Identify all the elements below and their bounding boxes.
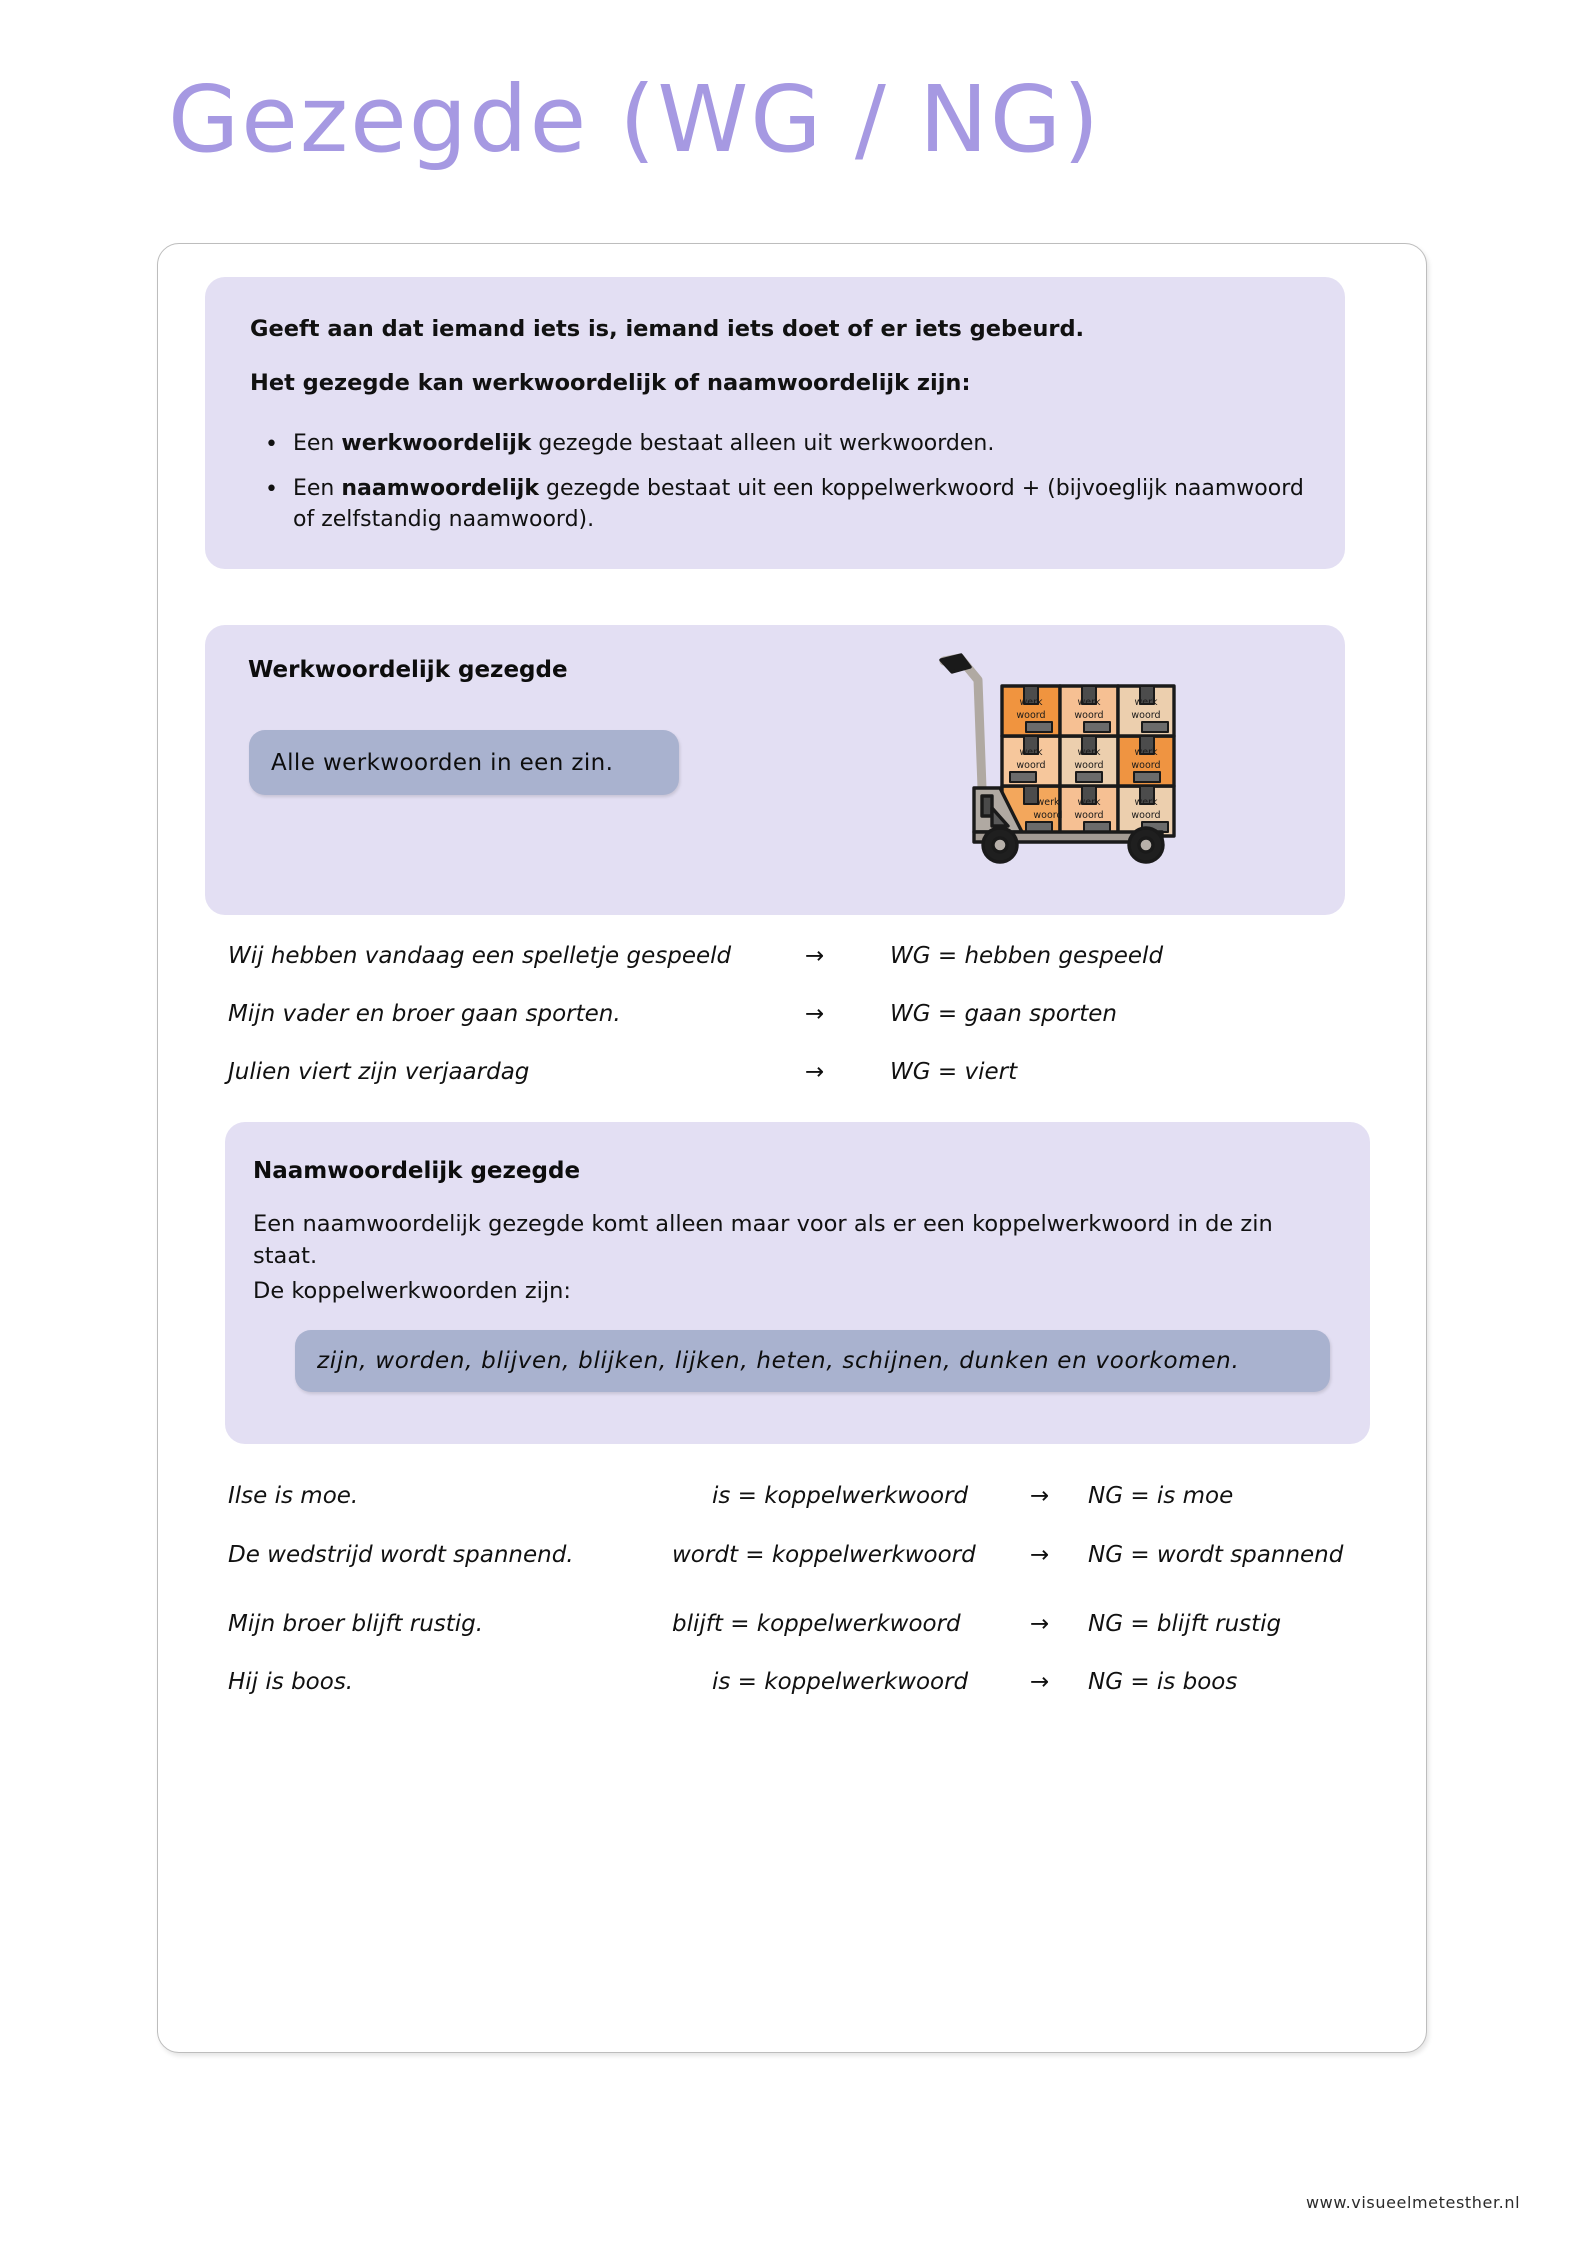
wg-example-2-result: WG = gaan sporten <box>890 1001 1117 1027</box>
intro-bullet-naamwoordelijk <box>265 473 1305 535</box>
ng-example-1-koppelwerkwoord: is = koppelwerkwoord <box>712 1483 969 1509</box>
footer-website: www.visueelmetesther.nl <box>1306 2193 1521 2212</box>
svg-text:werk: werk <box>1019 747 1043 758</box>
bullet-dot-icon: • <box>265 432 278 457</box>
ng-example-4-result: NG = is boos <box>1088 1669 1238 1695</box>
hand-truck-with-boxes-illustration <box>930 636 1180 866</box>
svg-text:werk: werk <box>1077 797 1101 808</box>
ng-example-2-result: NG = wordt spannend <box>1088 1542 1344 1568</box>
svg-text:werk: werk <box>1077 747 1101 758</box>
svg-text:werk: werk <box>1134 747 1158 758</box>
svg-text:werk: werk <box>1134 797 1158 808</box>
ng-example-3-koppelwerkwoord: blijft = koppelwerkwoord <box>672 1611 961 1637</box>
svg-text:werk: werk <box>1077 697 1101 708</box>
intro-bullet-1-text: Een werkwoordelijk gezegde bestaat alleen uit werkwoorden. <box>293 431 995 456</box>
wg-example-1-arrow-icon: → <box>805 943 825 969</box>
ng-example-3-result: NG = blijft rustig <box>1088 1611 1282 1637</box>
werkwoordelijk-heading: Werkwoordelijk gezegde <box>248 657 568 683</box>
svg-text:woord: woord <box>1074 810 1104 821</box>
ng-example-4-koppelwerkwoord: is = koppelwerkwoord <box>712 1669 969 1695</box>
ng-example-1-sentence: Ilse is moe. <box>228 1483 359 1509</box>
wg-example-3-arrow-icon: → <box>805 1059 825 1085</box>
wg-example-2-arrow-icon: → <box>805 1001 825 1027</box>
page-title: Gezegde (WG / NG) <box>168 66 1102 173</box>
bullet-dot-icon: • <box>265 477 278 502</box>
svg-text:werk: werk <box>1036 797 1060 808</box>
ng-example-1-arrow-icon: → <box>1030 1483 1050 1509</box>
wg-example-3-sentence: Julien viert zijn verjaardag <box>228 1059 530 1085</box>
koppelwerkwoorden-subheading: De koppelwerkwoorden zijn: <box>253 1278 571 1304</box>
naamwoordelijk-paragraph: Een naamwoordelijk gezegde komt alleen maar voor als er een koppelwerkwoord in de zin staat. <box>253 1211 1273 1269</box>
intro-line-2: Het gezegde kan werkwoordelijk of naamwoordelijk zijn: <box>250 370 971 396</box>
svg-text:woord: woord <box>1131 810 1161 821</box>
svg-text:woord: woord <box>1074 760 1104 771</box>
wg-example-3-result: WG = viert <box>890 1059 1018 1085</box>
ng-example-4-arrow-icon: → <box>1030 1669 1050 1695</box>
werkwoordelijk-definition-pill <box>249 730 679 795</box>
intro-bullet-werkwoordelijk <box>265 428 1305 459</box>
svg-text:woord: woord <box>1016 760 1046 771</box>
svg-text:woord: woord <box>1033 810 1063 821</box>
ng-example-1-result: NG = is moe <box>1088 1483 1234 1509</box>
svg-text:werk: werk <box>1134 697 1158 708</box>
svg-text:woord: woord <box>1131 760 1161 771</box>
ng-example-2-arrow-icon: → <box>1030 1542 1050 1568</box>
wg-example-1-result: WG = hebben gespeeld <box>890 943 1164 969</box>
ng-example-2-sentence: De wedstrijd wordt spannend. <box>228 1542 574 1568</box>
werkwoordelijk-definition-text: Alle werkwoorden in een zin. <box>271 749 614 776</box>
svg-text:woord: woord <box>1074 710 1104 721</box>
wg-example-1-sentence: Wij hebben vandaag een spelletje gespeeld <box>228 943 732 969</box>
svg-text:woord: woord <box>1131 710 1161 721</box>
ng-example-2-koppelwerkwoord: wordt = koppelwerkwoord <box>672 1542 976 1568</box>
naamwoordelijk-heading: Naamwoordelijk gezegde <box>253 1158 581 1184</box>
box-label-line2: woord <box>1016 710 1046 721</box>
intro-line-1: Geeft aan dat iemand iets is, iemand iets doet of er iets gebeurd. <box>250 316 1085 342</box>
wg-example-2-sentence: Mijn vader en broer gaan sporten. <box>228 1001 621 1027</box>
koppelwerkwoorden-pill <box>295 1330 1330 1392</box>
koppelwerkwoorden-list: zijn, worden, blijven, blijken, lijken, heten, schijnen, dunken en voorkomen. <box>317 1348 1240 1374</box>
intro-bullet-2-text: Een naamwoordelijk gezegde bestaat uit een koppelwerkwoord + (bijvoeglijk naamwoord of zelfstandig naamwoord). <box>293 476 1304 532</box>
ng-example-3-sentence: Mijn broer blijft rustig. <box>228 1611 484 1637</box>
box-label-line1: werk <box>1019 697 1043 708</box>
ng-example-3-arrow-icon: → <box>1030 1611 1050 1637</box>
ng-example-4-sentence: Hij is boos. <box>228 1669 354 1695</box>
